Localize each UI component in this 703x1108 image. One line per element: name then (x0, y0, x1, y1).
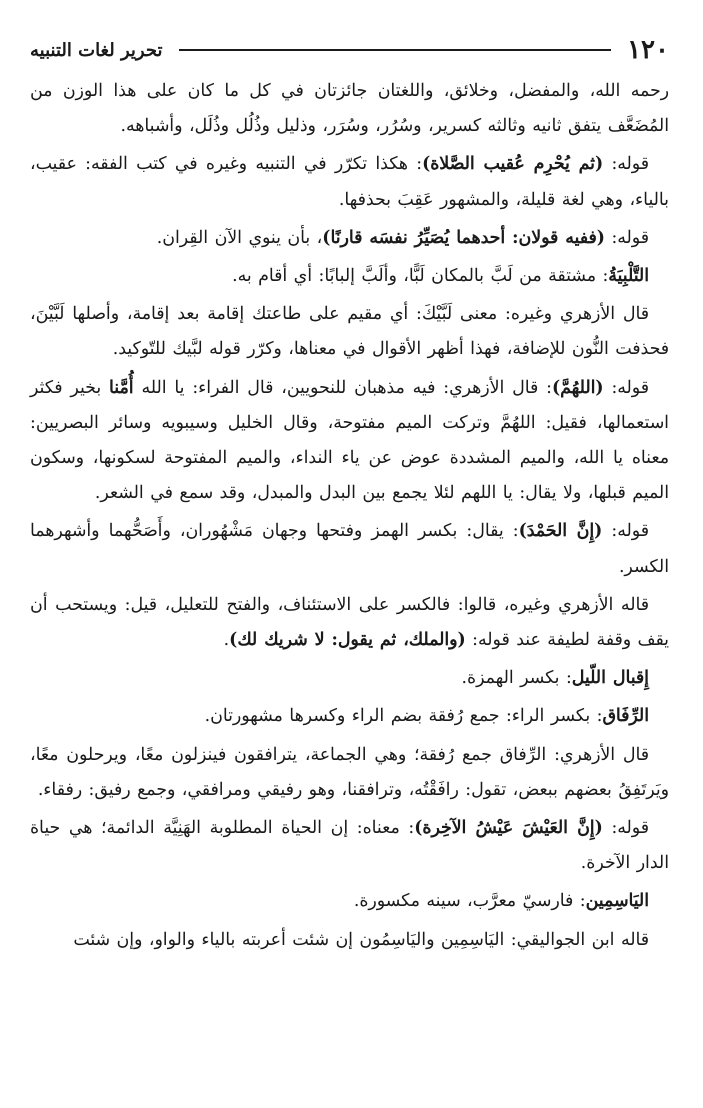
text-run: . (223, 630, 230, 651)
text-run: رحمه الله، والمفضل، وخلائق، واللغتان جائزتان في كل ما كان على هذا الوزن من المُضَعَّف يتفق ثانيه وثالثه كسرير، وسُرُر، وسُرَر، وذليل وذُلُل وذُلَل، وأشباهه. (30, 81, 669, 137)
bold-term: التَّلْبِيَةُ (608, 266, 649, 287)
bold-term: إِقبال اللّيل (571, 668, 649, 689)
text-run: : بكسر الهمزة. (461, 668, 572, 689)
paragraph (30, 371, 669, 512)
text-run: بخير فكثر استعمالها، فقيل: اللهُمَّ وتركت الميم مفتوحة، وقال الخليل وسيبويه وسائر البصريين: معناه يا الله، والميم المشددة عوض عن ياء النداء، والميم المفتوحة لسكونها، وسكون الميم قبلها، ولا يقال: يا اللهم لئلا يجمع بين البدل والمبدل، وقد سمع في الشعر. (30, 377, 669, 504)
text-run: : قال الأزهري: فيه مذهبان للنحويين، قال الفراء: يا الله (133, 377, 552, 398)
bold-term: (والملك، ثم يقول: لا شريك لك) (229, 630, 466, 651)
text-run: : هكذا تكرّر في التنبيه وغيره في كتب الفقه: عقيب، بالياء، وهي لغة قليلة، والمشهور عَقِبَ بحذفها. (30, 154, 669, 210)
paragraph (30, 297, 669, 367)
text-run: : يقال: بكسر الهمز وفتحها وجهان مَشْهُوران، وأَصَحُّهما وأشهرهما الكسر. (30, 521, 669, 577)
text-run: قوله: (602, 818, 649, 839)
text-run: : بكسر الراء: جمع رُفقة بضم الراء وكسرها مشهورتان. (204, 706, 603, 727)
text-run: ، بأن ينوي الآن القِران. (156, 227, 323, 248)
text-run: : معناه: إن الحياة المطلوبة الهَنِيَّة الدائمة؛ هي حياة الدار الآخرة. (30, 818, 669, 874)
text-run: قوله: (603, 377, 649, 398)
paragraph (30, 259, 669, 294)
text-run: قوله: (603, 154, 649, 175)
paragraph (30, 884, 669, 919)
text-run: قوله: (602, 521, 649, 542)
paragraph (30, 147, 669, 217)
bold-term: أُمَّنا (109, 377, 134, 398)
paragraph (30, 699, 669, 734)
text-run: قال الأزهري: الرِّفاق جمع رُفقة؛ وهي الجماعة، يترافقون فينزلون معًا، ويرحلون معًا، ويَرتَفِقُ بعضهم ببعض، تقول: رافَقْتُه، وترافقنا، وهو رفيقي ومرافقي، وجمع رفيق: رفقاء. (30, 744, 669, 800)
running-title: تحرير لغات التنبيه (30, 39, 163, 61)
bold-term: (ففيه قولان: أحدهما يُصَيِّرُ نفسَه قارنًا) (322, 227, 605, 248)
page-body (30, 74, 669, 958)
bold-term: (إِنَّ العَيْشَ عَيْشُ الآخِرة) (414, 818, 603, 839)
page-number: ١٢٠ (627, 35, 669, 65)
bold-term: (ثم يُحْرِم عُقيب الصَّلاة) (422, 154, 604, 175)
paragraph (30, 74, 669, 144)
paragraph (30, 923, 669, 958)
bold-term: (اللهُمَّ) (551, 377, 604, 398)
paragraph (30, 811, 669, 881)
bold-term: اليَاسِمِين (585, 891, 649, 912)
paragraph (30, 661, 669, 696)
paragraph (30, 588, 669, 658)
running-head (30, 30, 669, 70)
text-run: قاله الأزهري وغيره، قالوا: فالكسر على الاستئناف، والفتح للتعليل، قيل: ويستحب أن يقف وقفة لطيفة عند قوله: (30, 594, 669, 651)
text-run: : مشتقة من لَبَّ بالمكان لَبًّا، وألَبَّ إلبابًا: أي أقام به. (232, 266, 609, 287)
paragraph (30, 221, 669, 256)
text-run: : فارسيّ معرَّب، سينه مكسورة. (353, 891, 586, 912)
text-run: قاله ابن الجواليقي: اليَاسِمِين واليَاسِمُون إن شئت أعربته بالياء والواو، وإن شئت (73, 929, 649, 950)
bold-term: الرِّفَاق (602, 706, 649, 727)
paragraph (30, 738, 669, 808)
text-run: قال الأزهري وغيره: معنى لَبَّيْكَ: أي مقيم على طاعتك إقامة بعد إقامة، وأصلها لَبَّيْنَ، فحذفت النُّون للإضافة، فهذا أظهر الأقوال في معناها، وكرّر قوله لبَّيك للتّوكيد. (30, 304, 669, 360)
bold-term: (إِنَّ الحَمْدَ) (518, 521, 603, 542)
paragraph (30, 514, 669, 584)
header-rule (179, 49, 612, 51)
text-run: قوله: (604, 227, 649, 248)
